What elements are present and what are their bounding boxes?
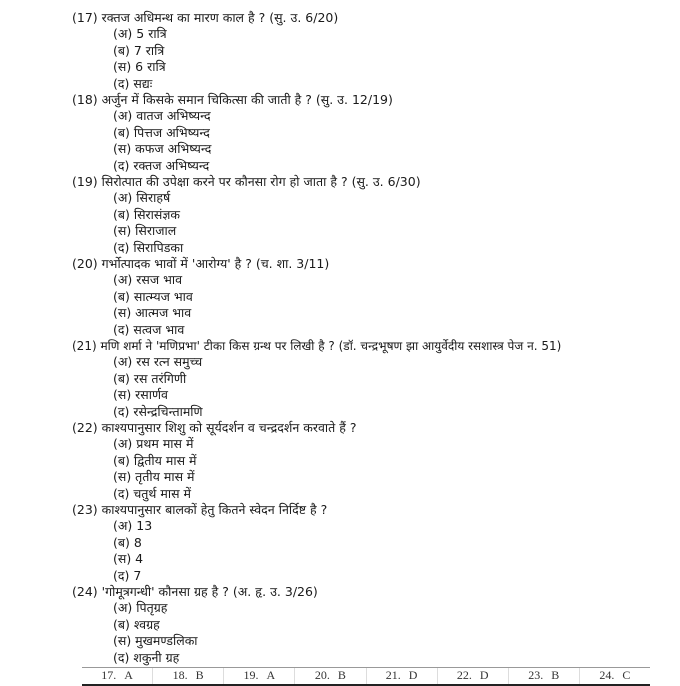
- option-c: (स) रसार्णव: [113, 387, 168, 403]
- answer-letter: D: [479, 668, 489, 682]
- answer-number: 19.: [243, 668, 259, 682]
- option-a: (अ) प्रथम मास में: [113, 436, 194, 452]
- question-text: (23) काश्यपानुसार बालकों हेतु कितने स्वेदन निर्दिष्ट है ?: [72, 502, 328, 517]
- option-b: (ब) रस तरंगिणी: [113, 370, 187, 386]
- option-d: (द) सिरापिडका: [113, 239, 184, 255]
- option-c: (स) सिराजाल: [113, 223, 177, 239]
- option-c: (स) मुखमण्डलिका: [113, 633, 198, 649]
- answer-number: 23.: [528, 668, 544, 682]
- option-b: (ब) 8: [113, 534, 142, 550]
- option-d: (द) 7: [113, 567, 142, 583]
- option-b: (ब) सात्म्यज भाव: [113, 288, 193, 304]
- question-text: (22) काश्यपानुसार शिशु को सूर्यदर्शन व चन्द्रदर्शन करवाते हैं ?: [72, 420, 357, 435]
- option-c: (स) तृतीय मास में: [113, 469, 195, 485]
- option-a: (अ) पितृग्रह: [113, 600, 168, 616]
- answer-number: 20.: [314, 668, 330, 682]
- question-20: [72, 256, 329, 338]
- answer-letter: A: [124, 668, 133, 682]
- option-b: (ब) सिरासंज्ञक: [113, 206, 180, 222]
- answer-letter: A: [266, 668, 276, 682]
- answer-cell: [508, 668, 579, 684]
- answer-number: 21.: [385, 668, 401, 682]
- question-17: [72, 10, 338, 92]
- question-23: [72, 502, 327, 584]
- option-d: (द) शकुनी ग्रह: [113, 649, 180, 665]
- question-text: (17) रक्तज अधिमन्थ का मारण काल है ? (सु. उ. 6/20): [72, 10, 339, 25]
- answer-cell: [437, 668, 508, 684]
- answer-letter: D: [408, 668, 418, 682]
- answer-cell: [294, 668, 365, 684]
- option-a: (अ) सिराहर्ष: [113, 190, 171, 206]
- option-a: (अ) वातज अभिष्यन्द: [113, 108, 211, 124]
- question-21: [72, 338, 561, 420]
- answer-number: 18.: [172, 668, 188, 682]
- answer-cell: [579, 668, 650, 684]
- option-c: (स) 4: [113, 551, 144, 567]
- option-a: (अ) 5 रात्रि: [113, 26, 167, 42]
- question-18: [72, 92, 393, 174]
- question-text: (21) मणि शर्मा ने 'मणिप्रभा' टीका किस ग्रन्थ पर लिखी है ? (डॉ. चन्द्रभूषण झा आयुर्वेदीय रसशास्त्र पेज न. 51): [72, 339, 562, 353]
- question-text: (18) अर्जुन में किसके समान चिकित्सा की जाती है ? (सु. उ. 12/19): [72, 92, 393, 107]
- option-d: (द) रक्तज अभिष्यन्द: [113, 157, 210, 173]
- option-d: (द) सत्वज भाव: [113, 321, 185, 337]
- option-d: (द) रसेन्द्रचिन्तामणि: [113, 403, 203, 419]
- answer-cell: [223, 668, 294, 684]
- answer-number: 22.: [456, 668, 472, 682]
- question-text: (20) गर्भोत्पादक भावों में 'आरोग्य' है ? (च. शा. 3/11): [72, 256, 330, 271]
- answer-letter: C: [622, 668, 631, 682]
- option-d: (द) चतुर्थ मास में: [113, 485, 191, 501]
- option-c: (स) 6 रात्रि: [113, 59, 166, 75]
- option-a: (अ) रसज भाव: [113, 272, 183, 288]
- question-text: (24) 'गोमूत्रगन्धी' कौनसा ग्रह है ? (अ. हृ. उ. 3/26): [72, 584, 318, 599]
- option-b: (ब) पित्तज अभिष्यन्द: [113, 124, 210, 140]
- answer-cell: [82, 668, 152, 684]
- option-b: (ब) 7 रात्रि: [113, 42, 165, 58]
- answer-number: 17.: [101, 668, 117, 682]
- answer-letter: B: [337, 668, 346, 682]
- option-b: (ब) द्वितीय मास में: [113, 452, 197, 468]
- answer-number: 24.: [599, 668, 615, 682]
- question-19: [72, 174, 421, 256]
- answer-cell: [366, 668, 437, 684]
- answer-cell: [152, 668, 223, 684]
- question-24: [72, 584, 318, 666]
- option-a: (अ) रस रत्न समुच्च: [113, 354, 203, 370]
- option-a: (अ) 13: [113, 518, 153, 534]
- question-22: [72, 420, 357, 502]
- option-c: (स) आत्मज भाव: [113, 305, 192, 321]
- option-c: (स) कफज अभिष्यन्द: [113, 141, 212, 157]
- option-d: (द) सद्यः: [113, 75, 153, 91]
- option-b: (ब) श्वग्रह: [113, 616, 160, 632]
- answer-letter: B: [195, 668, 204, 682]
- answer-letter: B: [551, 668, 560, 682]
- question-text: (19) सिरोत्पात की उपेक्षा करने पर कौनसा रोग हो जाता है ? (सु. उ. 6/30): [72, 174, 421, 189]
- answer-key: [82, 667, 650, 686]
